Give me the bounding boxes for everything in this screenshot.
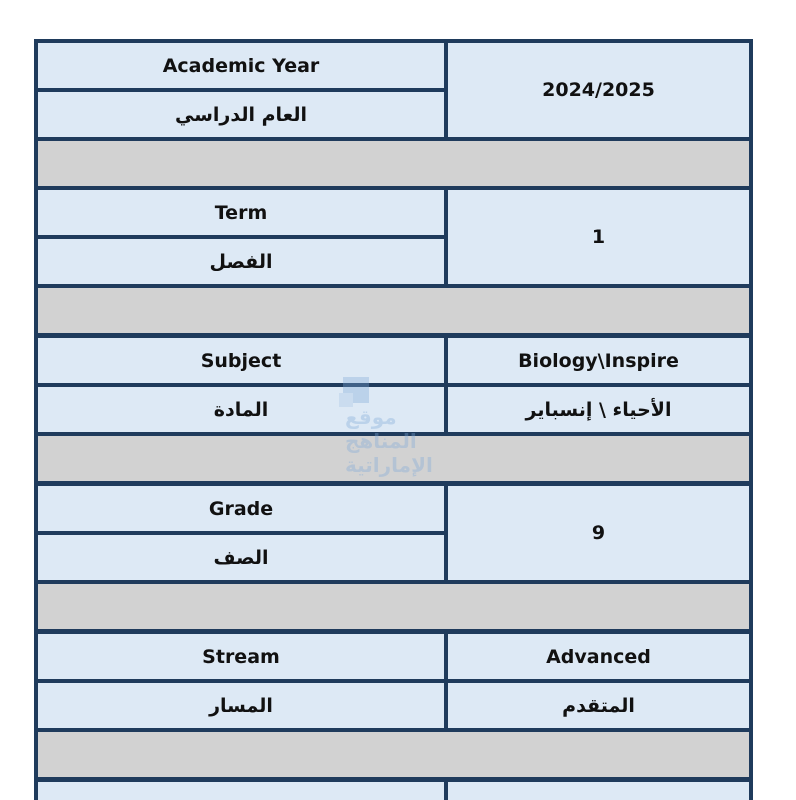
stream-value-en: Advanced xyxy=(448,634,749,679)
next-row-left xyxy=(38,782,444,800)
academic-year-value: 2024/2025 xyxy=(448,43,749,137)
term-value: 1 xyxy=(448,190,749,284)
separator-row xyxy=(38,584,749,629)
separator-row xyxy=(38,436,749,481)
subject-value-ar: الأحياء \ إنسباير xyxy=(448,387,749,432)
term-label-ar: الفصل xyxy=(38,239,444,284)
subject-label-ar: المادة xyxy=(38,387,444,432)
separator-row xyxy=(38,732,749,777)
grade-label-en: Grade xyxy=(38,486,444,531)
stream-label-ar: المسار xyxy=(38,683,444,728)
separator-row xyxy=(38,141,749,186)
subject-value-en: Biology\Inspire xyxy=(448,338,749,383)
academic-year-label-ar: العام الدراسي xyxy=(38,92,444,137)
info-table xyxy=(34,39,753,800)
term-label-en: Term xyxy=(38,190,444,235)
subject-label-en: Subject xyxy=(38,338,444,383)
academic-year-label-en: Academic Year xyxy=(38,43,444,88)
stream-value-ar: المتقدم xyxy=(448,683,749,728)
grade-label-ar: الصف xyxy=(38,535,444,580)
grade-value: 9 xyxy=(448,486,749,580)
separator-row xyxy=(38,288,749,333)
watermark-text: موقع المناهج الإماراتية xyxy=(345,405,433,477)
next-row-right xyxy=(448,782,749,800)
stream-label-en: Stream xyxy=(38,634,444,679)
